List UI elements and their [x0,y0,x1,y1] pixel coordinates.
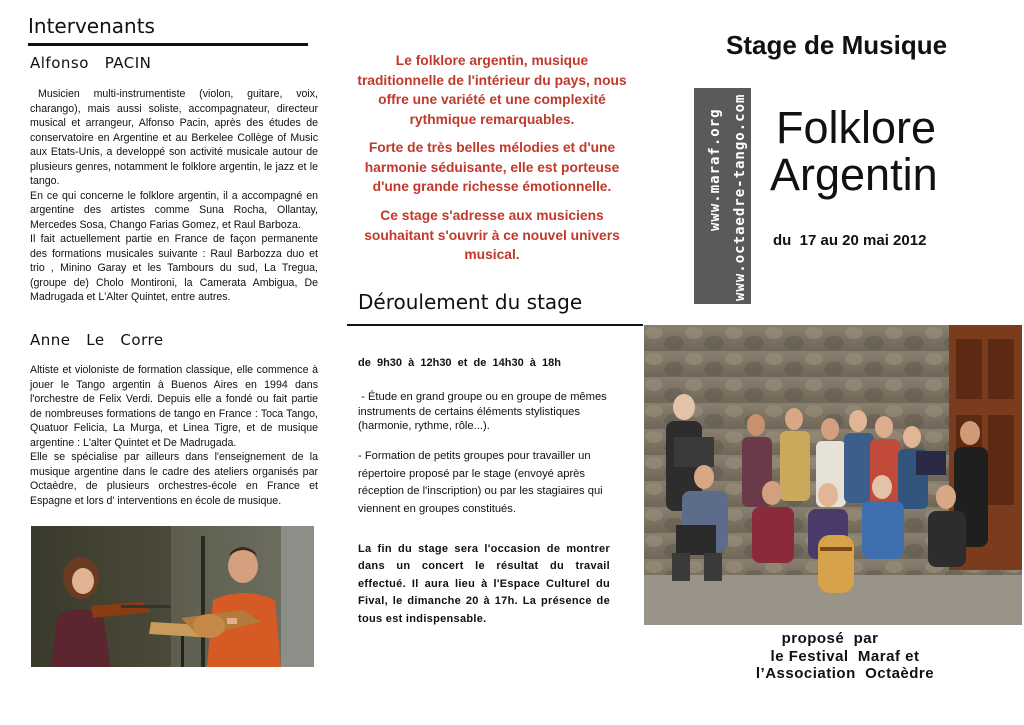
intro-paragraph-3: Ce stage s'adresse aux musiciens souhaitant s'ouvrir à ce nouvel univers musical. [364,208,620,262]
group-photo [644,325,1022,625]
person1-bio: Musicien multi-instrumentiste (violon, guitare, voix, charango), mais aussi soliste, accompagnateur, directeur musical et arrangeur, Alfonso Pacin, après des études de conservatoire en Argentine et au Berkelee Collège of Music aux Etats-Unis, a developpé son activité musicale autour de plusieurs genres, notamment le folklore argentin, le jazz et le tango. En ce qui concerne le folklore argentin, il a accompagné en argentine des artistes comme Suna Rocha, Ollantay, Mercedes Sosa, Chango Farias Gomez, et Raul Barboza. Il fait actuellement partie en France de façon permanente des formations musicales suivante : Raul Barbozza duo et trio , Minino Garay et les Tambours du sud, La Tregua, (groupe de) Cholo Montironi, la Camerata Ambigua, De Madrugada et L'Alter Quintet, entre autres. [30,88,318,303]
main-title-line1: Folklore [776,102,937,153]
stage-item-2: - Formation de petits groupes pour travailler un répertoire proposé par le stage (envoyé après réception de l'inscription) ou par les stagiaires qui viennent en groupes constitués. [358,450,603,515]
organizer-line-2: le Festival Maraf et [770,648,920,665]
schedule-hours: de 9h30 à 12h30 et de 14h30 à 18h [358,357,561,369]
deroulement-underline [347,324,643,326]
stage-title: Stage de Musique [726,30,948,60]
person1-name: Alfonso PACIN [30,54,152,72]
person2-name: Anne Le Corre [30,331,164,349]
stage-item-1: - Étude en grand groupe ou en groupe de mêmes instruments de certains éléments stylistiques (harmonie, rythme, rôle...). [358,391,610,432]
intervenants-underline [28,43,308,46]
organizer-line-1: proposé par [781,630,879,647]
musicians-duo-photo [31,526,314,667]
organizer-line-3: l’Association Octaèdre [755,665,935,682]
intro-paragraph-1: Le folklore argentin, musique traditionnelle de l'intérieur du pays, nous offre une variété et une complexité rythmique remarquables. [357,53,627,127]
main-title-line2: Argentin [770,149,938,200]
event-dates: du 17 au 20 mai 2012 [773,232,927,249]
website-octaedre: www.octaedre-tango.com [732,93,748,301]
deroulement-title: Déroulement du stage [358,290,583,314]
website-vertical-banner [694,88,751,304]
intervenants-title: Intervenants [28,14,155,38]
intro-paragraph-2: Forte de très belles mélodies et d'une harmonie séduisante, elle est porteuse d'une grande richesse émotionnelle. [364,140,620,194]
website-maraf: www.maraf.org [707,108,723,231]
person2-bio: Altiste et violoniste de formation classique, elle commence à jouer le Tango argentin à Buenos Aires en 1994 dans l'orchestre de Felix Verdi. Depuis elle a fondé ou fait partie de nombreuses formations de tango en France : Toca Tango, Quatuor Felicia, La Murga, et Linea Tigre, et de musique argentine : L'alter Quintet et De Madrugada. Elle se spécialise par ailleurs dans l'enseignement de la musique argentine dans le cadre des ateliers organisés par Octaèdre, de plusieurs orchestres-école en France et Espagne et lors d' interventions en école de musique. [30,364,318,507]
closing-paragraph: La fin du stage sera l'occasion de montrer dans un concert le résultat du travail effectué. Il aura lieu à l'Espace Culturel du Fival, le dimanche 20 à 17h. La présence de tous est indispensable. [358,543,610,625]
